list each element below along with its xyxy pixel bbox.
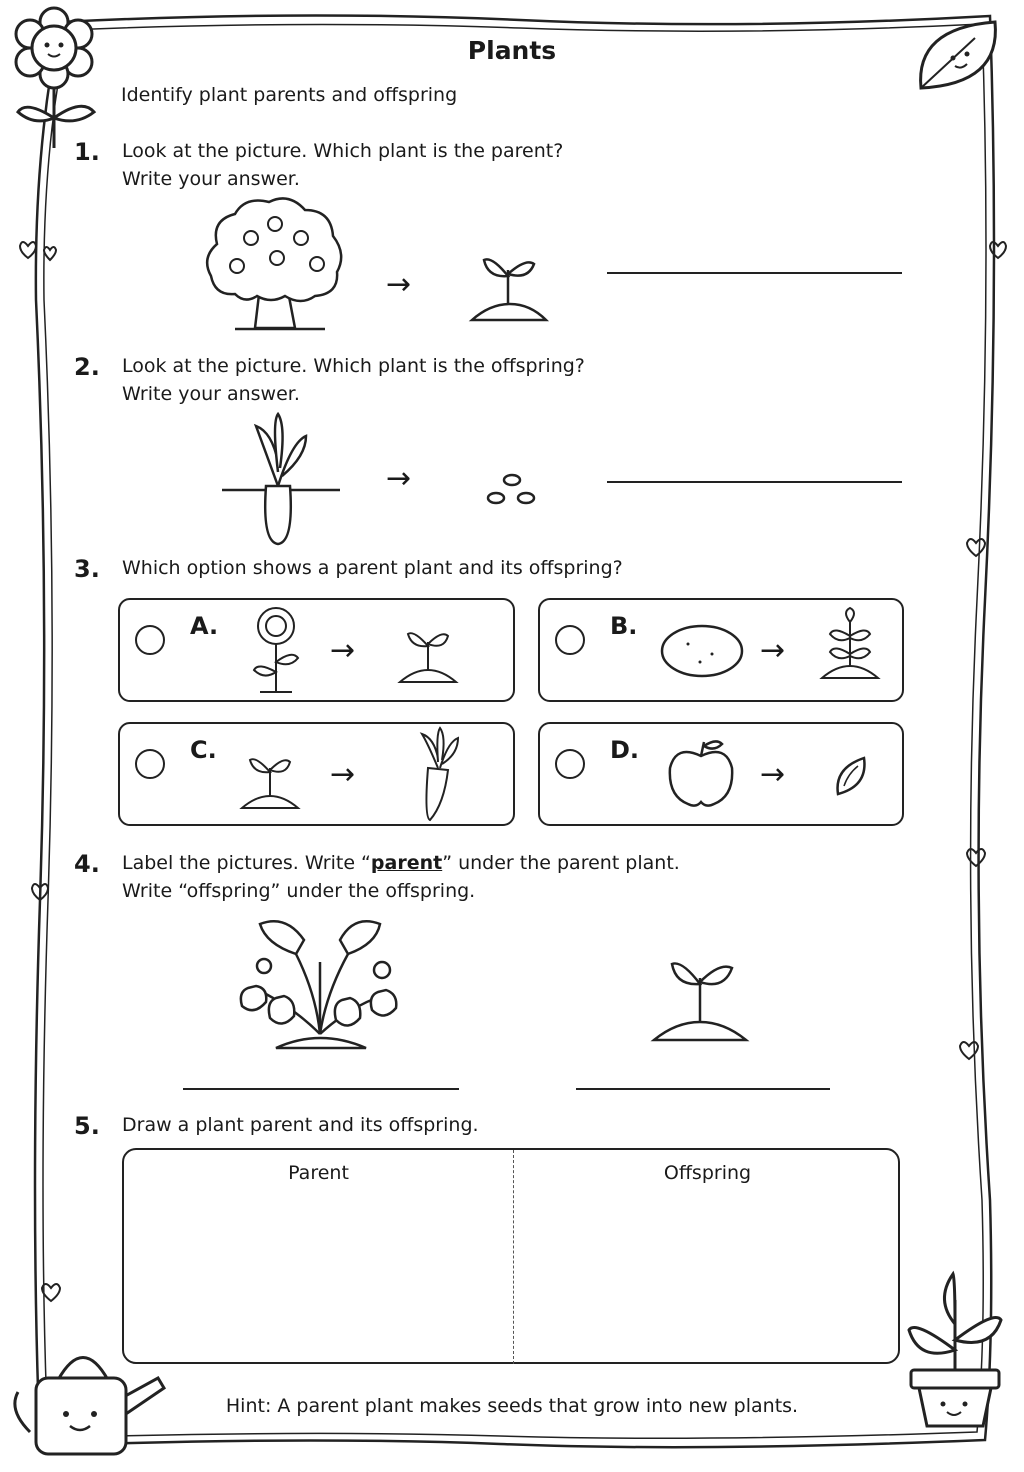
arrow-icon: → xyxy=(330,633,356,668)
question-4-number: 4. xyxy=(74,850,100,878)
sprout-icon xyxy=(470,252,550,324)
option-b-letter: B. xyxy=(610,612,638,640)
carrot-icon xyxy=(222,412,342,548)
worksheet-subtitle: Identify plant parents and offspring xyxy=(121,84,458,106)
apple-tree-icon xyxy=(205,196,345,336)
arrow-icon: → xyxy=(386,461,412,496)
question-4-line-1-end: ” under the parent plant. xyxy=(442,852,680,874)
option-c-letter: C. xyxy=(190,736,217,764)
sprout-icon xyxy=(398,626,458,686)
radio-option-a[interactable] xyxy=(135,625,165,655)
arrow-icon: → xyxy=(386,267,412,302)
option-d[interactable] xyxy=(538,722,904,826)
arrow-icon: → xyxy=(330,757,356,792)
potato-icon xyxy=(660,624,744,678)
question-3-number: 3. xyxy=(74,555,100,583)
heart-icon xyxy=(958,1038,980,1062)
question-2-text xyxy=(122,352,585,408)
sprout-icon xyxy=(652,954,748,1044)
hint-text: Hint: A parent plant makes seeds that grow into new plants. xyxy=(225,1395,799,1417)
radio-option-d[interactable] xyxy=(555,749,585,779)
option-c[interactable] xyxy=(118,722,515,826)
seed-icon xyxy=(834,756,868,800)
worksheet-title: Plants xyxy=(467,36,557,65)
radio-option-c[interactable] xyxy=(135,749,165,779)
question-5-number: 5. xyxy=(74,1112,100,1140)
carrot-icon xyxy=(414,728,462,820)
parent-word: parent xyxy=(370,852,443,874)
question-1-number: 1. xyxy=(74,138,100,166)
option-a-letter: A. xyxy=(190,612,219,640)
question-3-text: Which option shows a parent plant and its offspring? xyxy=(122,557,623,579)
sunflower-icon xyxy=(250,606,300,694)
flower-icon xyxy=(12,8,102,148)
answer-line-2[interactable] xyxy=(607,481,902,483)
arrow-icon: → xyxy=(760,757,786,792)
question-4-line-1 xyxy=(122,849,680,877)
question-4-line-1-start: Label the pictures. Write “ xyxy=(122,852,371,874)
question-4-text xyxy=(122,849,680,905)
option-d-letter: D. xyxy=(610,736,640,764)
label-line-offspring[interactable] xyxy=(576,1088,830,1090)
sprout-icon xyxy=(240,752,300,812)
question-2-line-2: Write your answer. xyxy=(122,383,300,405)
arrow-icon: → xyxy=(760,633,786,668)
strawberry-plant-icon xyxy=(236,914,406,1054)
question-2-number: 2. xyxy=(74,353,100,381)
heart-icon xyxy=(30,880,50,902)
question-1-text xyxy=(122,137,563,193)
question-1-line-1: Look at the picture. Which plant is the parent? xyxy=(122,140,564,162)
drawing-box[interactable] xyxy=(122,1148,900,1364)
heart-icon xyxy=(988,238,1008,262)
option-b[interactable] xyxy=(538,598,904,702)
heart-icon xyxy=(965,845,987,869)
seeds-icon xyxy=(484,470,540,510)
heart-icon xyxy=(40,1280,62,1304)
question-2-line-1: Look at the picture. Which plant is the offspring? xyxy=(122,355,585,377)
answer-line-1[interactable] xyxy=(607,272,902,274)
radio-option-b[interactable] xyxy=(555,625,585,655)
heart-icon xyxy=(18,238,58,268)
question-5-text: Draw a plant parent and its offspring. xyxy=(122,1114,479,1136)
label-line-parent[interactable] xyxy=(183,1088,459,1090)
question-1-line-2: Write your answer. xyxy=(122,168,300,190)
parent-column-header: Parent xyxy=(288,1162,349,1184)
seedling-icon xyxy=(820,608,880,682)
offspring-column-header: Offspring xyxy=(663,1162,752,1184)
heart-icon xyxy=(965,535,987,559)
question-4-line-2: Write “offspring” under the offspring. xyxy=(122,880,476,902)
apple-icon xyxy=(666,738,736,808)
option-a[interactable] xyxy=(118,598,515,702)
